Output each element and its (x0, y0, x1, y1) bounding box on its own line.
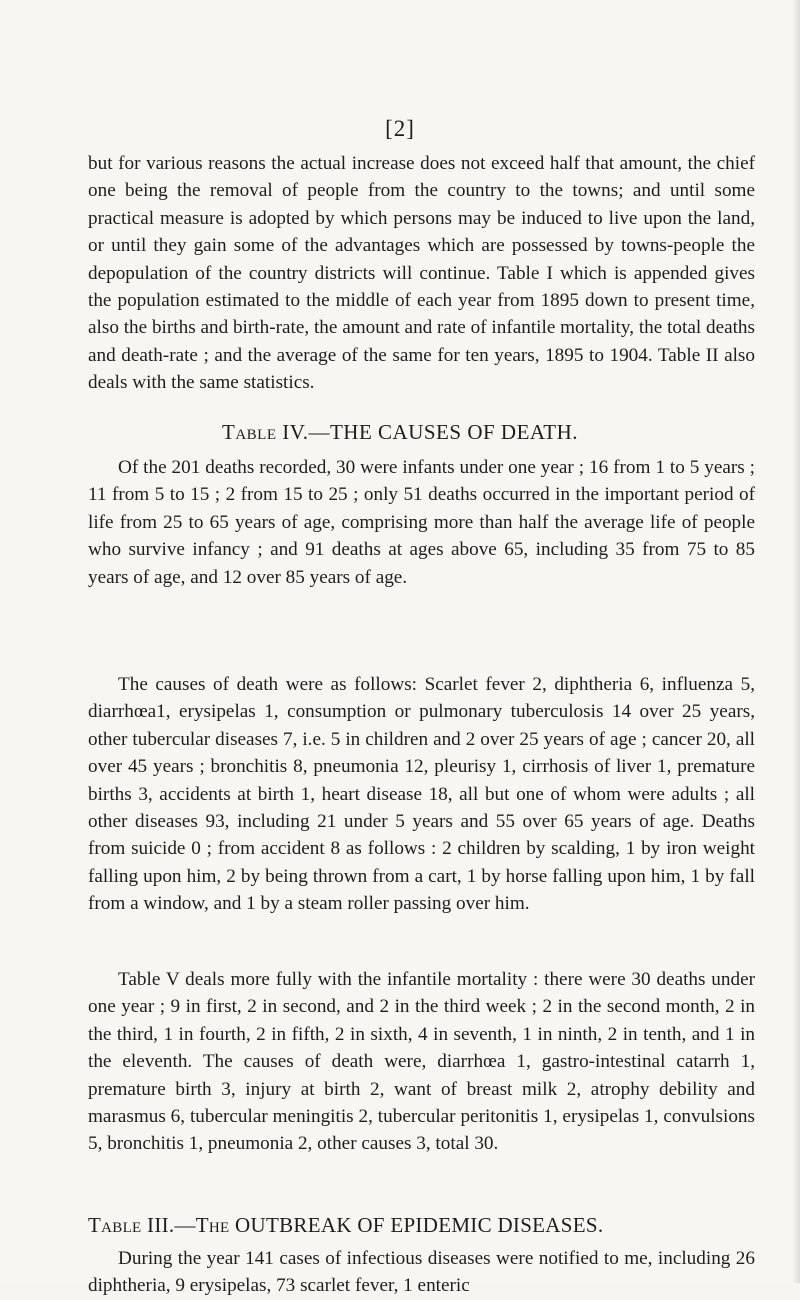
page-edge-shadow (792, 0, 800, 1283)
heading-epidemic-title: OUTBREAK OF EPIDEMIC DISEASES. (229, 1213, 604, 1237)
paragraph-infantile-mortality: Table V deals more fully with the infantile mortality : there were 30 deaths under one year ; 9 in first, 2 in second, and 2 in the third week ; 2 in the second month, 2 in the third, 1 in fourth, 2 in fifth, 2 in sixth, 4 in seventh, 1 in ninth, 2 in tenth, and 1 in the eleventh. The causes of death were, diarrhœa 1, gastro-intestinal catarrh 1, premature birth 3, injury at birth 2, want of breast milk 2, atrophy debility and marasmus 6, tubercular meningitis 2, tubercular peritonitis 1, erysipelas 1, convulsions 5, bronchitis 1, pneumonia 2, other causes 3, total 30. (88, 969, 755, 1155)
page-number: [2] (385, 116, 415, 141)
paragraph-population: but for various reasons the actual increase does not exceed half that amount, the chief one being the removal of people from the country to the towns; and until some practical measure is adopted by which persons may be induced to live upon the land, or until they gain some of the advantages which are possessed by towns-people the depopulation of the country districts will continue. Table I which is appended gives the population estimated to the middle of each year from 1895 down to present time, also the births and birth-rate, the amount and rate of infantile mortality, the total deaths and death-rate ; and the average of the same for ten years, 1895 to 1904. Table II also deals with the same statistics. (88, 153, 755, 394)
heading-epidemic-prefix: Table III.—The (88, 1213, 230, 1237)
heading-causes-title: —THE CAUSES OF DEATH. (308, 420, 578, 444)
heading-causes-of-death (0, 420, 800, 445)
paragraph-deaths-by-age: Of the 201 deaths recorded, 30 were infants under one year ; 16 from 1 to 5 years ; 11 from 5 to 15 ; 2 from 15 to 25 ; only 51 deaths occurred in the important period of life from 25 to 65 years of age, comprising more than half the average life of people who survive infancy ; and 91 deaths at ages above 65, including 35 from 75 to 85 years of age, and 12 over 85 years of age. (88, 457, 755, 588)
paragraph-causes-of-death: The causes of death were as follows: Scarlet fever 2, diphtheria 6, influenza 5, diarrhœa1, erysipelas 1, consumption or pulmonary tuberculosis 14 over 25 years, other tubercular diseases 7, i.e. 5 in children and 2 over 25 years of age ; cancer 20, all over 45 years ; bronchitis 8, pneumonia 12, pleurisy 1, cirrhosis of liver 1, premature births 3, accidents at birth 1, heart disease 18, all but one of whom were adults ; all other diseases 93, including 21 under 5 years and 55 over 65 years of age. Deaths from suicide 0 ; from accident 8 as follows : 2 children by scalding, 1 by iron weight falling upon him, 2 by being thrown from a cart, 1 by horse falling upon him, 1 by fall from a window, and 1 by a steam roller passing over him. (88, 674, 755, 915)
heading-epidemic-diseases (88, 1213, 755, 1238)
paragraph-infectious-cases: During the year 141 cases of infectious diseases were notified to me, including 26 diphtheria, 9 erysipelas, 73 scarlet fever, 1 enteric (88, 1248, 755, 1297)
heading-causes-prefix: Table IV. (222, 420, 309, 444)
